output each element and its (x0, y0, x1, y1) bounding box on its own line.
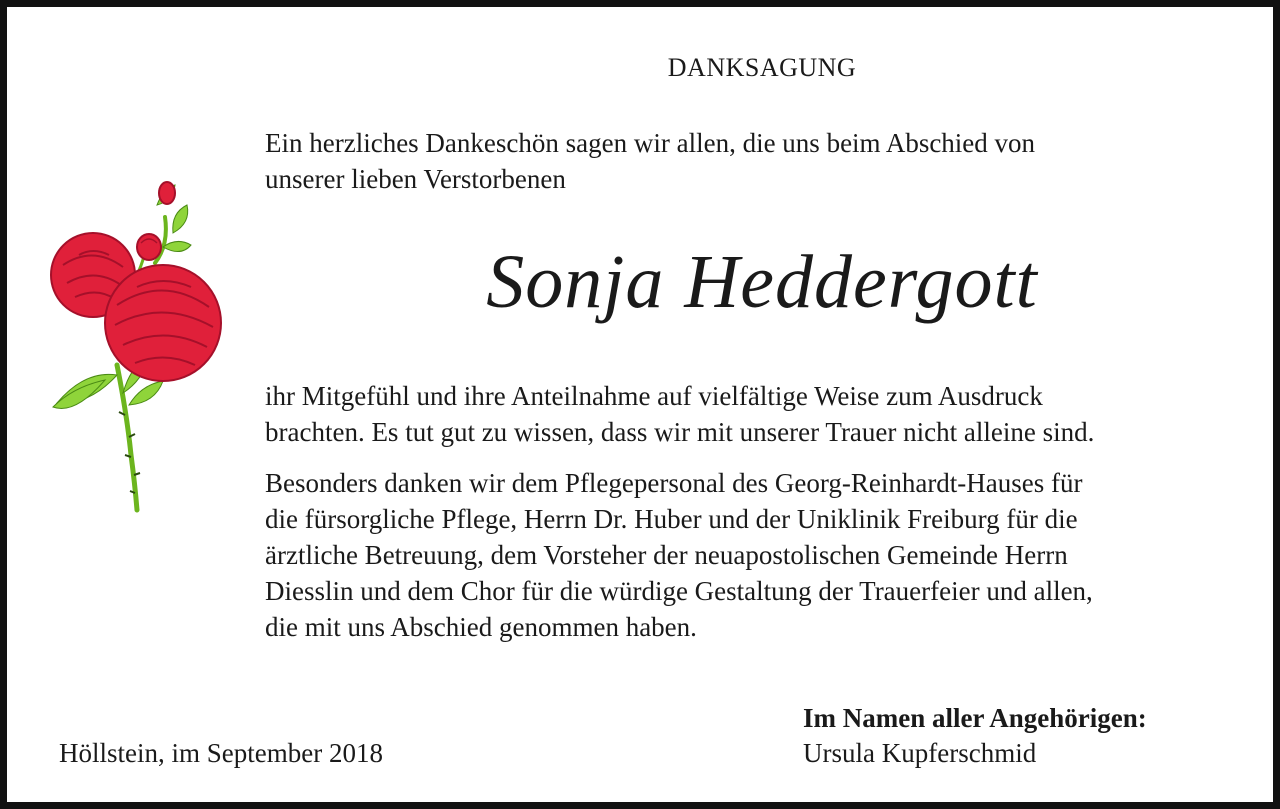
notice-heading: DANKSAGUNG (667, 53, 857, 82)
deceased-name: Sonja Heddergott (486, 240, 1038, 324)
place-date: Höllstein, im September 2018 (59, 738, 383, 768)
rose-bud (137, 234, 161, 260)
rose-bloom (105, 265, 221, 381)
middle-paragraph (265, 378, 1265, 450)
intro-line: Ein herzliches Dankeschön sagen wir allen, die uns beim Abschied von (265, 128, 1036, 158)
thanks-line: die mit uns Abschied genommen haben. (265, 612, 697, 642)
thanks-line: Besonders danken wir dem Pflegepersonal des Georg-Reinhardt-Hauses für (265, 468, 1083, 498)
thanks-paragraph (265, 465, 1265, 645)
middle-line: ihr Mitgefühl und ihre Anteilnahme auf vielfältige Weise zum Ausdruck (265, 381, 1043, 411)
rose-bud (159, 182, 175, 204)
rose-icon (45, 175, 230, 520)
signature-name: Ursula Kupferschmid (803, 738, 1037, 768)
thanks-line: ärztliche Betreuung, dem Vorsteher der neuapostolischen Gemeinde Herrn (265, 540, 1068, 570)
thanks-line: die fürsorgliche Pflege, Herrn Dr. Huber und der Uniklinik Freiburg für die (265, 504, 1078, 534)
intro-paragraph (265, 125, 1265, 197)
signature-title: Im Namen aller Angehörigen: (803, 703, 1147, 733)
intro-line: unserer lieben Verstorbenen (265, 164, 566, 194)
middle-line: brachten. Es tut gut zu wissen, dass wir mit unserer Trauer nicht alleine sind. (265, 417, 1095, 447)
thanks-line: Diesslin und dem Chor für die würdige Gestaltung der Trauerfeier und allen, (265, 576, 1093, 606)
